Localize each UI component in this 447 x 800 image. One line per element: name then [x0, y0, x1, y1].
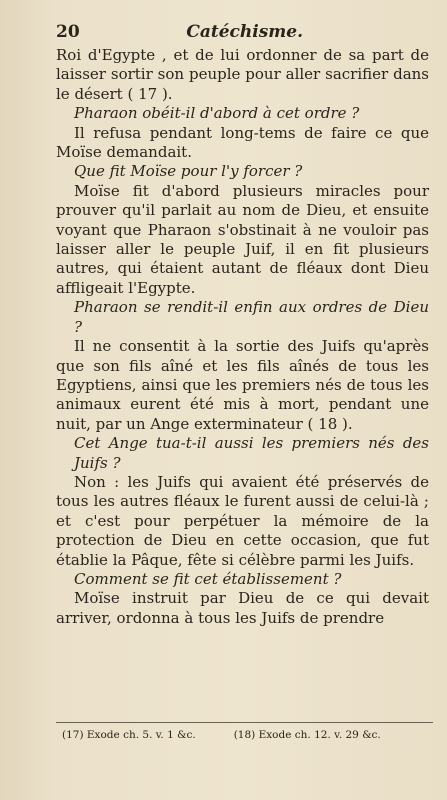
page-body [56, 46, 429, 628]
question: Cet Ange tua-t-il aussi les premiers nés des Juifs ? [74, 434, 429, 472]
answer: Roi d'Egypte , et de lui ordonner de sa part de laisser sortir son peuple pour aller sacrifier dans le désert ( 17 ). [56, 46, 429, 103]
page-number: 20 [56, 22, 80, 42]
question: Pharaon se rendit-il enfin aux ordres de Dieu ? [74, 298, 429, 336]
answer: Il refusa pendant long-tems de faire ce que Moïse demandait. [56, 123, 429, 162]
answer: Moïse fit d'abord plusieurs miracles pour prouver qu'il parlait au nom de Dieu, et ensuite voyant que Pharaon s'obstinait à ne vouloir pas laisser aller le peuple Juif, il en fit plusieurs autres, qui étaient autant de fléaux dont Dieu affligeait l'Egypte. [56, 181, 429, 297]
question: Comment se fit cet établissement ? [74, 569, 342, 588]
question: Que fit Moïse pour l'y forcer ? [74, 162, 303, 181]
answer: Il ne consentit à la sortie des Juifs qu'après que son fils aîné et les fils aînés de tous les Egyptiens, ainsi que les premiers nés de tous les animaux eurent été mis à mort, pendant une nuit, par un Ange exterminateur ( 18 ). [56, 337, 429, 433]
footnote-rule [56, 722, 433, 723]
running-title: Catéchisme. [186, 22, 303, 42]
answer: Non : les Juifs qui avaient été préservés de tous les autres fléaux le furent aussi de celui-là ; et c'est pour perpétuer la mémoire de la protection de Dieu en cette occasion, que fut établie la Pâque, fête si célèbre parmi les Juifs. [56, 472, 429, 569]
footnote: (17) Exode ch. 5. v. 1 &c. [62, 729, 196, 741]
question: Pharaon obéit-il d'abord à cet ordre ? [74, 104, 360, 123]
page-header [56, 22, 429, 42]
answer: Moïse instruit par Dieu de ce qui devait arriver, ordonna à tous les Juifs de prendre [56, 589, 429, 627]
footnote: (18) Exode ch. 12. v. 29 &c. [233, 729, 381, 741]
footnotes [62, 728, 433, 742]
